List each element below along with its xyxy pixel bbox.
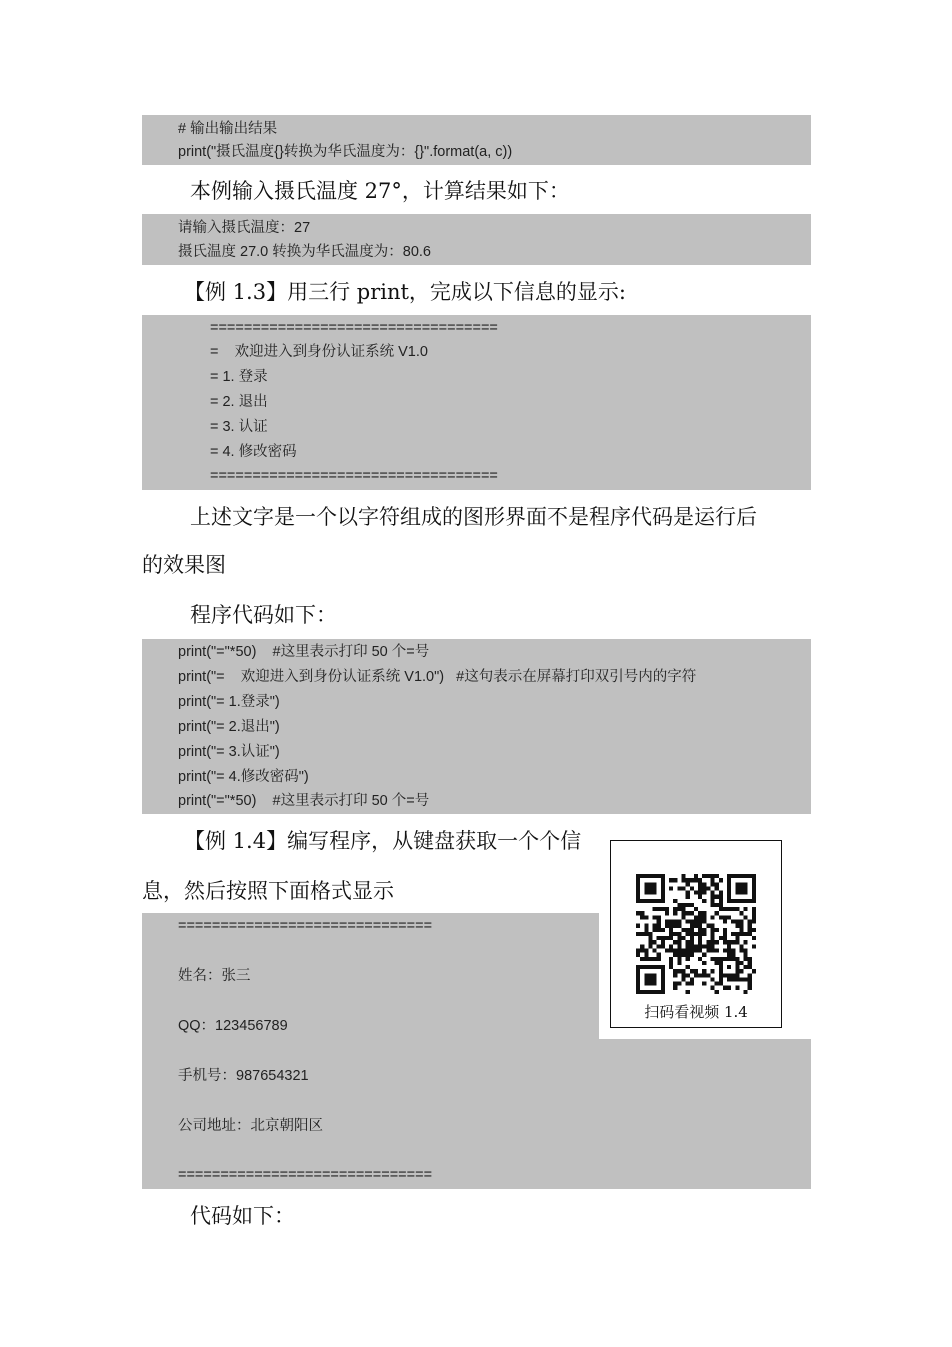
code-block-4 xyxy=(142,639,811,814)
code-line: 摄氏温度 27.0 转换为华氏温度为：80.6 xyxy=(178,244,431,260)
qr-code-box[interactable] xyxy=(610,840,782,1028)
code-line: 公司地址：北京朝阳区 xyxy=(178,1118,323,1134)
paragraph: 的效果图 xyxy=(142,553,226,577)
code-line: = 欢迎进入到身份认证系统 V1.0 xyxy=(210,344,428,360)
code-line: QQ：123456789 xyxy=(178,1018,288,1034)
code-line: print("摄氏温度{}转换为华氏温度为：{}".format(a, c)) xyxy=(178,144,513,160)
code-line: = 3. 认证 xyxy=(210,419,268,435)
example-heading: 【例 1.4】编写程序，从键盘获取一个个信 xyxy=(184,829,582,853)
code-line: print("="*50) #这里表示打印 50 个=号 xyxy=(178,644,430,660)
code-line: print("= 2.退出") xyxy=(178,719,280,735)
code-block-2 xyxy=(142,214,811,265)
code-line: print("= 欢迎进入到身份认证系统 V1.0") #这句表示在屏幕打印双引号内的字符 xyxy=(178,669,697,685)
code-line: 手机号：987654321 xyxy=(178,1068,309,1084)
code-line: # 输出输出结果 xyxy=(178,121,278,137)
code-line: 请输入摄氏温度：27 xyxy=(178,220,311,236)
paragraph: 代码如下： xyxy=(190,1204,295,1228)
qr-code-icon[interactable] xyxy=(636,874,756,994)
code-block-1 xyxy=(142,115,811,165)
code-line: ============================== xyxy=(178,1167,433,1183)
code-line: = 2. 退出 xyxy=(210,394,268,410)
code-line: print("= 3.认证") xyxy=(178,744,280,760)
qr-caption: 扫码看视频 1.4 xyxy=(644,1003,748,1021)
paragraph: 息，然后按照下面格式显示 xyxy=(142,879,394,903)
code-line: = 4. 修改密码 xyxy=(210,444,297,460)
code-line: ================================== xyxy=(210,468,498,484)
paragraph: 程序代码如下： xyxy=(190,603,337,627)
code-line: print("="*50) #这里表示打印 50 个=号 xyxy=(178,793,430,809)
code-block-3 xyxy=(142,315,811,490)
paragraph: 本例输入摄氏温度 27°，计算结果如下： xyxy=(190,179,570,203)
code-line: 姓名：张三 xyxy=(178,968,251,984)
paragraph: 上述文字是一个以字符组成的图形界面不是程序代码是运行后 xyxy=(190,505,757,529)
code-line: print("= 1.登录") xyxy=(178,694,280,710)
code-line: ================================== xyxy=(210,320,498,336)
code-line: = 1. 登录 xyxy=(210,369,268,385)
code-line: print("= 4.修改密码") xyxy=(178,769,309,785)
example-heading: 【例 1.3】用三行 print，完成以下信息的显示: xyxy=(184,280,626,304)
code-line: ============================== xyxy=(178,918,433,934)
